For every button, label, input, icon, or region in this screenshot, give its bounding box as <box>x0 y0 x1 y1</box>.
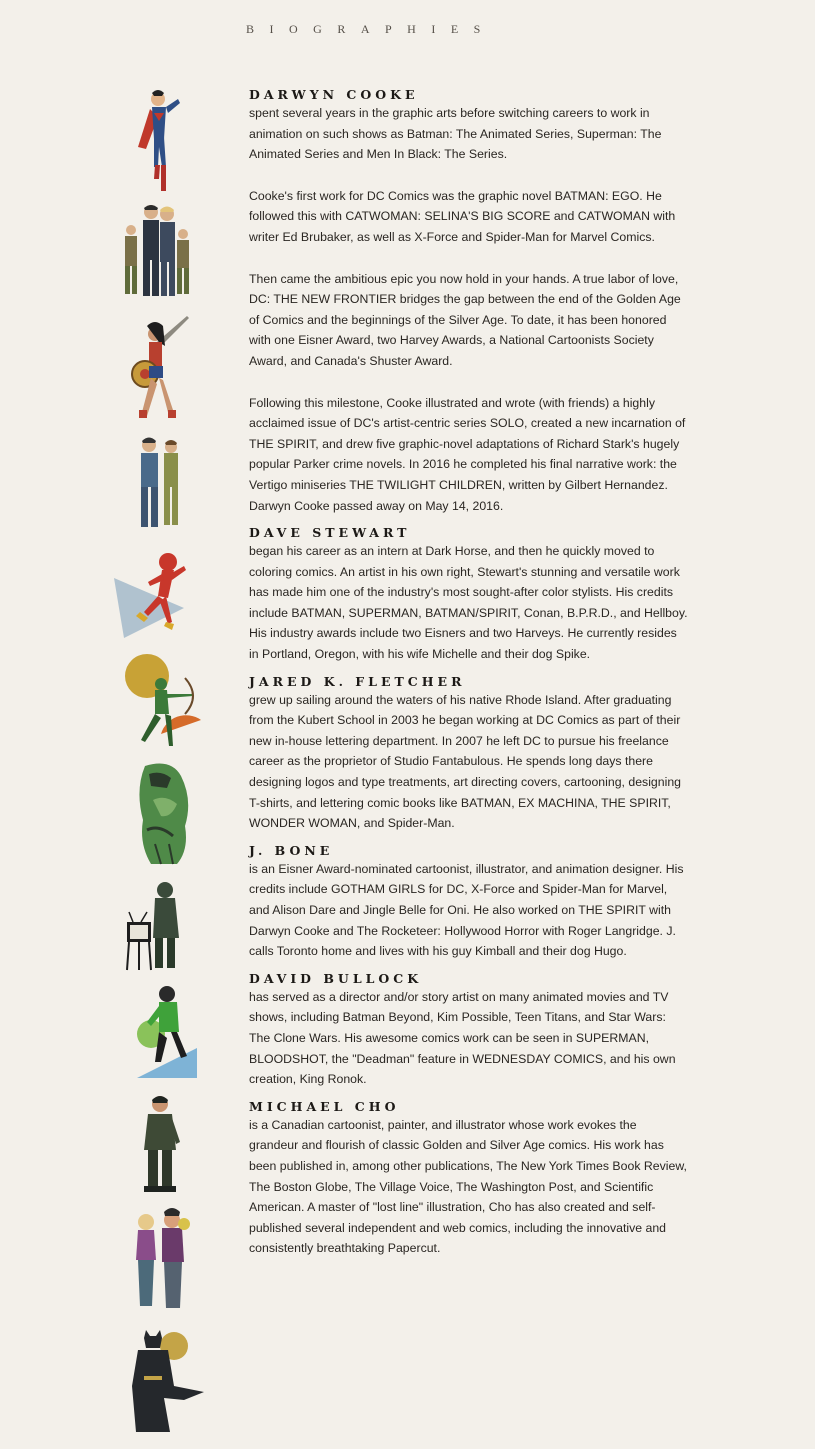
bio-entry <box>249 1098 689 1267</box>
bio-paragraph: has served as a director and/or story artist on many animated movies and TV shows, including Batman Beyond, Kim Possible, Teen Titans, and Star Wars: The Clone Wars. His awesome comics work can be seen in SUPERMAN, BLOODSHOT, the "Deadman" feature in WEDNESDAY COMICS, and his own creation, King Ronok. <box>249 989 676 1087</box>
bio-name: MICHAEL CHO <box>249 1098 400 1114</box>
bio-name: JARED K. FLETCHER <box>249 673 466 689</box>
green-lantern-icon <box>137 982 197 1078</box>
soldier-standing-icon <box>138 1092 184 1194</box>
bio-paragraph: began his career as an intern at Dark Horse, and then he quickly moved to coloring comics. An artist in his own right, Stewart's stunning and versatile work has made him one of the industry's most sought-after color stylists. His credits include BATMAN, SUPERMAN, BATMAN/SPIRIT, Conan, B.P.R.D., and Hellboy. His industry awards include two Eisners and two Harveys. He currently resides in Portland, Oregon, with his wife Michelle and their dog Spike. <box>249 544 688 662</box>
bio-entry <box>249 673 689 842</box>
bio-entry <box>249 86 689 524</box>
bio-name: J. BONE <box>249 842 334 858</box>
bio-entry <box>249 842 689 970</box>
two-men-standing-icon <box>133 433 189 533</box>
superman-flying-icon <box>128 87 192 195</box>
bio-paragraph: spent several years in the graphic arts before switching careers to work in animation on such shows as Batman: The Animated Series, Superman: The Animated Series and Men In Black: The Series. <box>249 106 662 162</box>
soldiers-group-icon <box>117 200 195 300</box>
bio-paragraph: Then came the ambitious epic you now hold in your hands. A true labor of love, DC: THE NEW FRONTIER bridges the gap between the end of the Golden Age of Comics and the beginnings of the Silver Age. To date, it has been honored with one Eisner Award, two Harvey Awards, a National Cartoonists Society Award, and Canada's Shuster Award. <box>249 271 681 368</box>
bio-entry <box>249 524 689 673</box>
couple-portrait-icon <box>126 1202 194 1314</box>
bio-name: DARWYN COOKE <box>249 87 419 102</box>
bio-paragraph: is an Eisner Award-nominated cartoonist, illustrator, and animation designer. His credits include GOTHAM GIRLS for DC, X-Force and Spider-Man for Marvel, and Alison Dare and Jingle Belle for Oni. He also worked on THE SPIRIT with Darwyn Cooke and The Rocketeer: Hollywood Horror with Roger Langridge. J. calls Toronto home and lives with his guy Kimball and their dog Hugo. <box>249 861 684 959</box>
page-title: BIOGRAPHIES <box>246 22 496 36</box>
bio-paragraph: is a Canadian cartoonist, painter, and illustrator whose work evokes the grandeur and flourish of classic Golden and Silver Age comics. His work has been published in, among other publications, The New York Times Book Review, The Boston Globe, The Village Voice, The Washington Post, and Scientific American. A master of "lost line" illustration, Cho has also created and self-published several independent and web comics, including the innovative and consistently breathtaking Papercut. <box>249 1117 687 1256</box>
bio-paragraph: Cooke's first work for DC Comics was the graphic novel BATMAN: EGO. He followed this with CATWOMAN: SELINA'S BIG SCORE and CATWOMAN with writer Ed Brubaker, as well as X-Force and Spider-Man for Marvel Comics. <box>249 188 676 244</box>
bio-name: DAVID BULLOCK <box>249 970 423 986</box>
bio-paragraph: Following this milestone, Cooke illustrated and wrote (with friends) a highly acclaimed issue of DC's artist-centric series SOLO, created a new incarnation of THE SPIRIT, and drew five graphic-novel adaptations of Richard Stark's hugely popular Parker crime novels. In 2016 he completed his final narrative work: the Vertigo miniseries THE TWILIGHT CHILDREN, written by Gilbert Hernandez. Darwyn Cooke passed away on May 14, 2016. <box>249 395 686 513</box>
biographies-list <box>249 86 689 1267</box>
man-with-television-icon <box>123 878 187 972</box>
wonder-woman-sword-icon <box>127 312 197 426</box>
bio-entry <box>249 970 689 1098</box>
swamp-creature-icon <box>131 760 197 870</box>
batman-caped-icon <box>124 1326 210 1436</box>
bio-paragraph: grew up sailing around the waters of his native Rhode Island. After graduating from the Kubert School in 2003 he began working at DC Comics as part of their new in-house lettering department. In 2007 he left DC to pursue his freelance career as the proprietor of Studio Fantabulous. He spends long days there designing logos and type treatments, art directing covers, cartooning, designing T-shirts, and lettering comic books like BATMAN, EX MACHINA, THE SPIRIT, WONDER WOMAN, and Spider-Man. <box>249 692 682 831</box>
bio-name: DAVE STEWART <box>249 525 411 541</box>
green-arrow-archer-icon <box>121 654 203 754</box>
flash-running-icon <box>114 548 194 644</box>
